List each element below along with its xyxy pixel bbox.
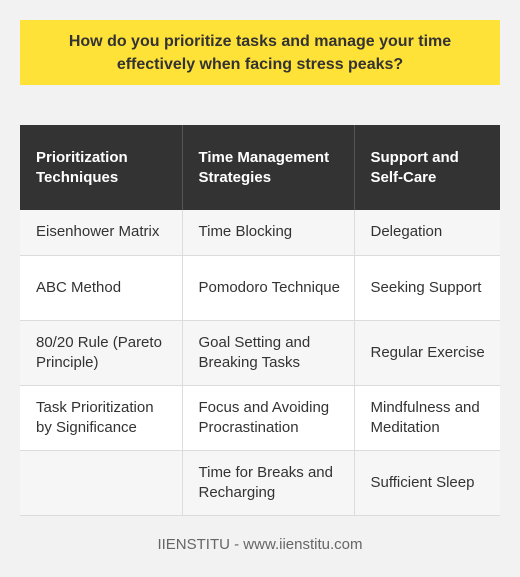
table-row <box>20 255 500 320</box>
table-cell: Seeking Support <box>354 255 500 320</box>
column-header-support: Support and Self-Care <box>370 148 459 186</box>
table-cell: Delegation <box>354 210 500 255</box>
column-header-prioritization: Prioritization Techniques <box>20 125 182 210</box>
table-cell: Sufficient Sleep <box>354 450 500 515</box>
table-cell: Time for Breaks and Recharging <box>182 450 354 515</box>
table-row <box>20 320 500 385</box>
table-row <box>20 385 500 450</box>
page-title: How do you prioritize tasks and manage your time effectively when facing stress peaks? <box>68 32 452 73</box>
table-cell: Task Prioritization by Significance <box>20 385 182 450</box>
column-header-time-management: Time Management Strategies <box>182 125 354 210</box>
table-cell: ABC Method <box>20 255 182 320</box>
table-header-row <box>20 125 500 210</box>
table-cell: Regular Exercise <box>354 320 500 385</box>
table-cell <box>20 450 182 515</box>
table-cell: Mindfulness and Meditation <box>354 385 500 450</box>
table-row <box>20 450 500 515</box>
table-row <box>20 210 500 255</box>
table-cell: 80/20 Rule (Pareto Principle) <box>20 320 182 385</box>
table-cell: Focus and Avoiding Procrastination <box>182 385 354 450</box>
table-cell: Eisenhower Matrix <box>20 210 182 255</box>
table-cell: Pomodoro Technique <box>182 255 354 320</box>
strategies-table <box>20 125 500 516</box>
strategies-table-container <box>20 125 500 516</box>
table-cell: Goal Setting and Breaking Tasks <box>182 320 354 385</box>
question-banner <box>20 20 500 85</box>
footer-credit: IIENSTITU - www.iienstitu.com <box>157 536 363 553</box>
table-cell: Time Blocking <box>182 210 354 255</box>
